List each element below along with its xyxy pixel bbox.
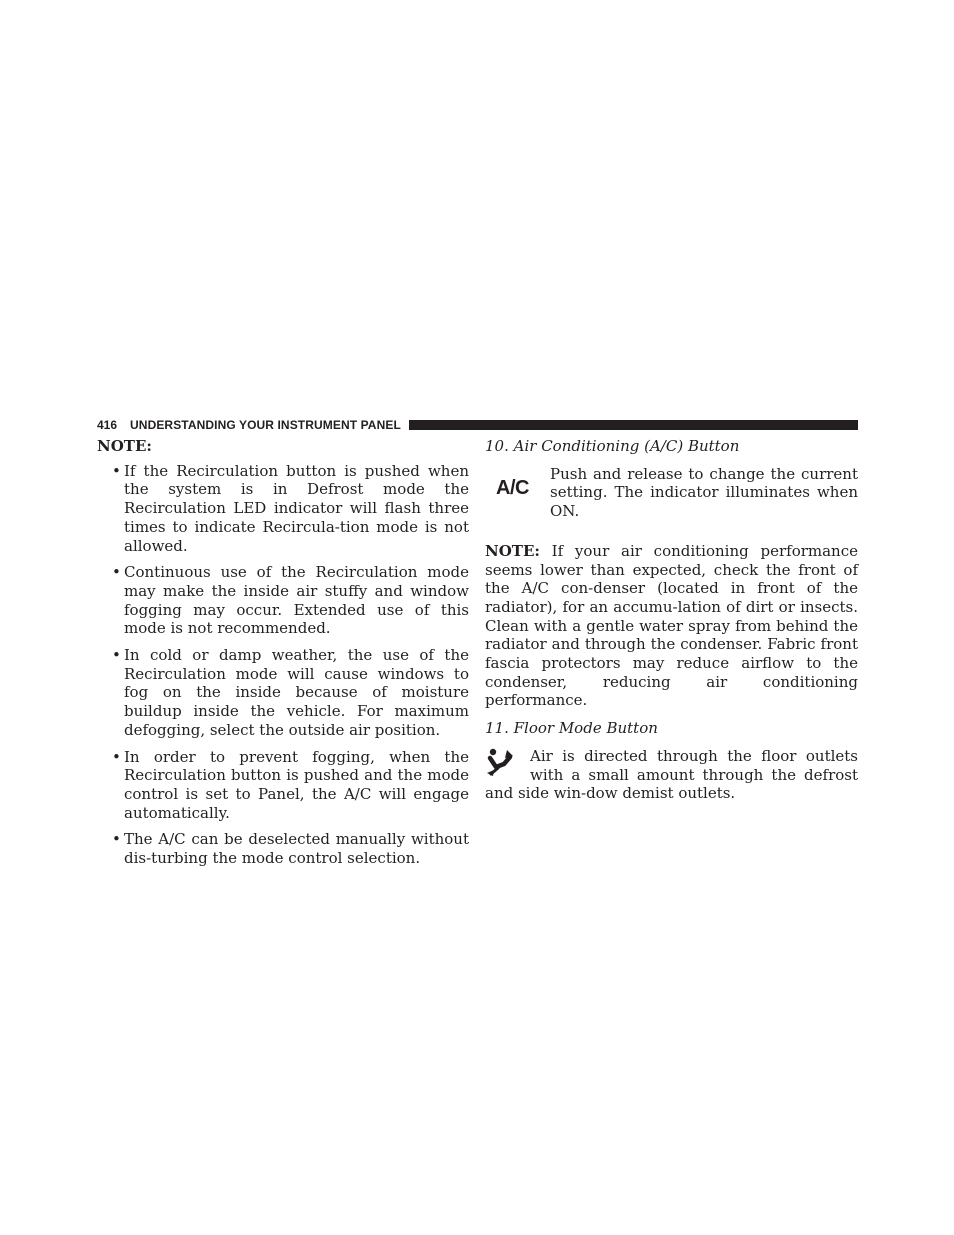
list-item-text: The A/C can be deselected manually without dis-turbing the mode control selection. [124, 830, 469, 868]
left-column [97, 437, 469, 876]
ac-button-icon [485, 465, 540, 513]
list-item-text: In cold or damp weather, the use of the Recirculation mode will cause windows to fog on the inside because of moisture buildup inside the vehicle. For maximum defogging, select the outside air position. [124, 646, 469, 739]
list-item [97, 646, 469, 740]
ac-button-text: Push and release to change the current setting. The indicator illuminates when ON. [550, 464, 858, 521]
floor-mode-heading: 11. Floor Mode Button [485, 719, 658, 738]
ac-note-paragraph [485, 542, 858, 710]
list-item [97, 830, 469, 867]
floor-mode-icon [485, 747, 520, 777]
ac-note-label: NOTE: [485, 541, 540, 560]
bullet-icon: • [112, 646, 121, 665]
ac-button-heading: 10. Air Conditioning (A/C) Button [485, 437, 740, 455]
bullet-icon: • [112, 747, 121, 766]
page-number: 416 [97, 418, 118, 432]
page-header [97, 416, 858, 434]
list-item [97, 462, 469, 556]
list-item [97, 563, 469, 638]
list-item-text: Continuous use of the Recirculation mode may make the inside air stuffy and window fogging may occur. Extended use of this mode is not recommended. [124, 563, 469, 638]
list-item-text: In order to prevent fogging, when the Recirculation button is pushed and the mode control is set to Panel, the A/C will engage automatically. [124, 747, 469, 822]
ac-icon-label: A/C [496, 477, 529, 500]
bullet-icon: • [112, 830, 121, 849]
right-column [485, 437, 858, 803]
bullet-icon: • [112, 563, 121, 582]
ac-note-text: If your air conditioning performance seems lower than expected, check the front of the A/C con-denser (located in front of the radiator), for an accumu-lation of dirt or insects. Clean with a gentle water spray from behind the radiator and through the condenser. Fabric front fascia protectors may reduce airflow to the condenser, reducing air conditioning performance. [485, 541, 858, 710]
floor-mode-text: Air is directed through the floor outlets with a small amount through the defrost and side win-dow demist outlets. [485, 746, 858, 803]
ac-button-description [485, 465, 858, 521]
floor-mode-description [485, 747, 858, 803]
list-item-text: If the Recirculation button is pushed when the system is in Defrost mode the Recirculation LED indicator will flash three times to indicate Recircula-tion mode is not allowed. [124, 461, 469, 555]
note-label: NOTE: [97, 437, 152, 455]
list-item [97, 748, 469, 823]
header-rule [409, 420, 858, 430]
bullet-icon: • [112, 461, 121, 480]
section-title: UNDERSTANDING YOUR INSTRUMENT PANEL [130, 418, 401, 432]
bullet-list [97, 462, 469, 868]
